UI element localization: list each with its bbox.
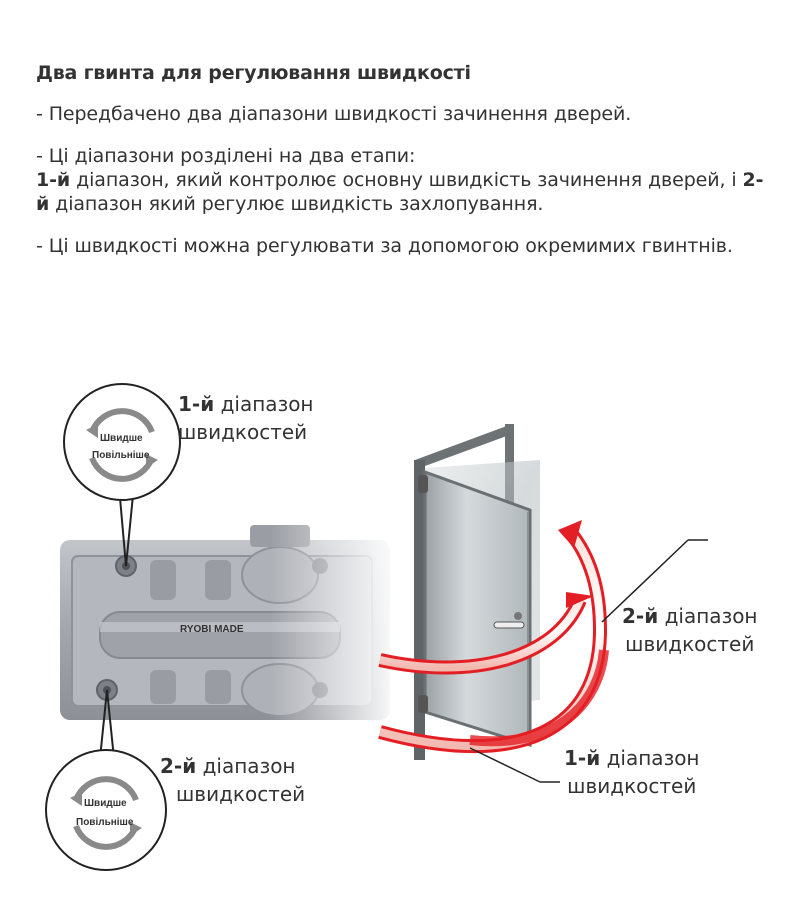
label-right-range2-word: діапазон <box>658 604 758 628</box>
label-range2-number: 2-й <box>160 754 197 778</box>
label-range2-bottom-left <box>160 752 305 808</box>
label-range1-top-left <box>178 390 314 446</box>
label-range2-line2: швидкостей <box>176 782 306 806</box>
paragraph-speed-ranges: - Передбачено два діапазони швидкості зачинення дверей. <box>36 103 632 125</box>
label-right-range2-number: 2-й <box>622 604 659 628</box>
dial1-faster-label: Швидше <box>100 433 143 444</box>
description <box>36 62 776 276</box>
leader-line-lower <box>470 748 540 782</box>
label-range1-right <box>564 744 700 800</box>
label-range1-word: діапазон <box>214 392 314 416</box>
label-right-range1-number: 1-й <box>564 746 601 770</box>
closer-engraving: RYOBI MADE <box>180 624 244 635</box>
dial1-slower-label: Повільніше <box>92 450 150 461</box>
range1-text: діапазон, який контролює основну швидкість зачинення дверей, і <box>70 169 743 191</box>
label-range2-right <box>622 602 758 658</box>
range1-strong: 1-й <box>36 169 71 191</box>
range2-strong: 2-й <box>36 169 764 215</box>
dial2-slower-label: Повільніше <box>76 817 134 828</box>
speed-ranges-illustration <box>0 360 800 902</box>
label-right-range1-line2: швидкостей <box>567 774 697 798</box>
label-range1-line2: швидкостей <box>178 420 308 444</box>
label-right-range2-line2: швидкостей <box>625 632 755 656</box>
label-range1-number: 1-й <box>178 392 215 416</box>
dial2-faster-label: Швидше <box>84 798 127 809</box>
paragraph-two-stages <box>36 144 776 216</box>
paragraph-screws: - Ці швидкості можна регулювати за допомогою окремимих гвинтнів. <box>36 235 733 257</box>
door-illustration <box>414 424 540 760</box>
range2-text: діапазон який регулює швидкість захлопування. <box>49 193 544 215</box>
dial-range1 <box>64 384 180 566</box>
section-heading: Два гвинта для регулювання швидкості <box>36 62 471 84</box>
stages-intro: - Ці діапазони розділені на два етапи: <box>36 145 416 167</box>
label-range2-word: діапазон <box>196 754 296 778</box>
label-right-range1-word: діапазон <box>600 746 700 770</box>
